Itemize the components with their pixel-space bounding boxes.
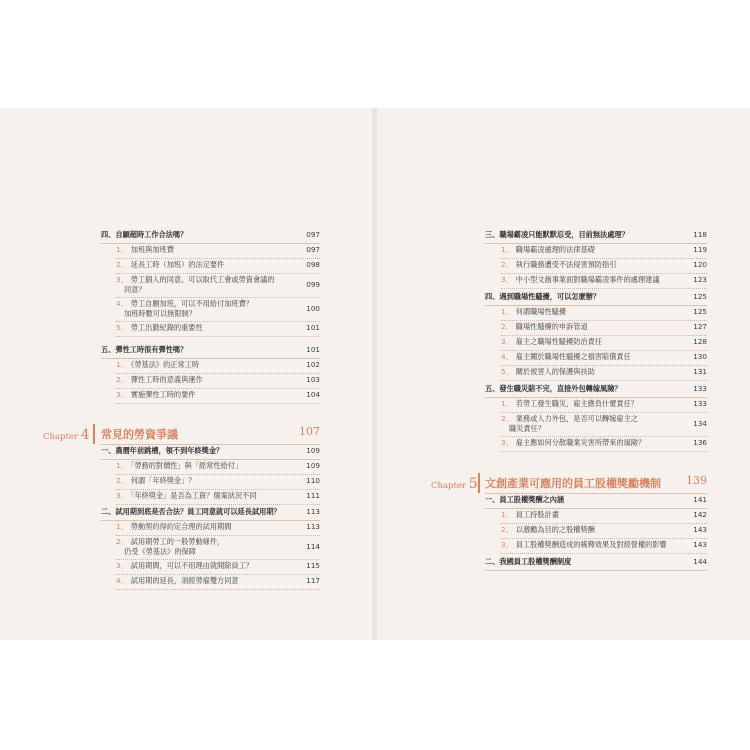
toc-divider: [101, 243, 320, 244]
toc-divider: [116, 273, 320, 274]
toc-divider: [501, 553, 707, 554]
toc-divider: [116, 535, 320, 536]
toc-divider: [116, 373, 320, 374]
toc-item: [116, 275, 320, 295]
toc-item: [116, 461, 320, 471]
item-number: 3、: [501, 275, 513, 284]
toc-divider: [116, 258, 320, 259]
page-number: 098: [306, 260, 320, 269]
page-number: 125: [693, 292, 707, 301]
toc-divider: [101, 444, 320, 445]
section-title: 四、自願超時工作合法嗎？: [101, 230, 188, 239]
toc-divider: [116, 336, 320, 337]
item-title-continued: 同意？: [124, 285, 146, 294]
page-number: 113: [306, 507, 320, 516]
toc-divider: [116, 388, 320, 389]
chapter-label: [43, 427, 90, 443]
toc-item: [501, 414, 707, 434]
item-title: 員工股權獎酬造成的稀釋效果及對經營權的影響: [515, 540, 667, 549]
page-number: 104: [306, 390, 320, 399]
item-title: 勞工出勤紀錄的重要性: [130, 323, 203, 332]
toc-divider: [116, 559, 320, 560]
page-number: 097: [306, 245, 320, 254]
toc-divider: [501, 412, 707, 413]
page-number: 118: [693, 230, 707, 239]
page-number: 136: [693, 438, 707, 447]
chapter-number: 4: [80, 427, 90, 443]
item-number: 3、: [116, 491, 128, 500]
toc-item: [116, 537, 320, 557]
toc-item: [501, 510, 707, 520]
toc-divider: [485, 493, 707, 494]
item-number: 2、: [116, 375, 128, 384]
toc-item: [116, 576, 320, 586]
toc-divider: [116, 321, 320, 322]
toc-divider: [116, 297, 320, 298]
item-number: 2、: [116, 260, 128, 269]
item-title: 職場霸凌處理的法律基礎: [515, 245, 595, 254]
item-number: 1、: [501, 245, 513, 254]
item-title: 「年終獎金」是否為工資？個案狀況不同: [130, 491, 257, 500]
item-title: 試用期勞工的一般勞動條件，: [130, 537, 225, 546]
toc-item: [501, 352, 707, 362]
toc-divider: [116, 574, 320, 575]
item-number: 2、: [501, 525, 513, 534]
item-title: 以激勵為目的之股權獎酬: [515, 525, 595, 534]
chapter-page-number: 107: [299, 425, 320, 438]
item-number: 2、: [501, 322, 513, 331]
item-number: 3、: [501, 540, 513, 549]
chapter-word: Chapter: [431, 481, 466, 491]
toc-divider: [501, 335, 707, 336]
page-number: 103: [306, 375, 320, 384]
right-toc: [377, 108, 750, 640]
toc-item: [116, 561, 320, 571]
chapter-title: 常見的勞資爭議: [101, 428, 178, 441]
page-number: 102: [306, 360, 320, 369]
item-title: 實施彈性工時的要件: [130, 390, 196, 399]
item-number: 1、: [501, 510, 513, 519]
item-title: 中小型文創事業面對職場霸凌事件的處理建議: [515, 275, 660, 284]
item-number: 2、: [501, 260, 513, 269]
toc-section: [485, 230, 707, 240]
toc-item: [116, 375, 320, 385]
item-title: 試用期間，可以不用理由就開除員工？: [130, 561, 253, 570]
item-title: 執行職務遭受不法侵害預防指引: [515, 260, 617, 269]
toc-item: [116, 323, 320, 333]
item-title: 何謂「年終獎金」？: [130, 476, 196, 485]
item-title: 延長工時（加班）的法定要件: [130, 260, 225, 269]
toc-divider: [501, 451, 707, 452]
page-number: 117: [306, 576, 320, 585]
page-number: 144: [693, 557, 707, 566]
page-number: 099: [306, 280, 320, 289]
toc-item: [501, 540, 707, 550]
toc-item: [501, 307, 707, 317]
toc-item: [116, 476, 320, 486]
item-number: 4、: [116, 576, 128, 585]
toc-divider: [501, 350, 707, 351]
item-title: 「勞務的對價性」與「經常性給付」: [130, 461, 243, 470]
toc-section: [101, 446, 320, 456]
item-number: 1、: [116, 522, 128, 531]
item-title: 關於被害人的保護與扶助: [515, 367, 595, 376]
toc-divider: [501, 436, 707, 437]
page-number: 128: [693, 337, 707, 346]
page-number: 101: [306, 345, 320, 354]
toc-item: [116, 522, 320, 532]
section-title: 五、發生職災賠不完，直接外包轉嫁風險？: [485, 384, 622, 393]
toc-section: [485, 384, 707, 394]
toc-divider: [501, 523, 707, 524]
toc-section: [485, 292, 707, 302]
toc-item: [501, 399, 707, 409]
toc-divider: [116, 589, 320, 590]
item-title-continued: 職災責任？: [509, 424, 545, 433]
page-number: 131: [693, 367, 707, 376]
section-title: 三、職場霸凌只能默默忍受，目前無法處理？: [485, 230, 629, 239]
item-title: 雇主之職場性騷擾防治責任: [515, 337, 603, 346]
page-number: 110: [306, 476, 320, 485]
toc-item: [501, 438, 707, 448]
page-number: 120: [693, 260, 707, 269]
item-title: 業務或人力外包，是否可以轉嫁雇主之: [515, 414, 638, 423]
toc-section: [485, 495, 707, 505]
page-number: 143: [693, 525, 707, 534]
toc-item: [501, 367, 707, 377]
toc-divider: [116, 504, 320, 505]
toc-item: [116, 360, 320, 370]
item-title: 試用期的延長，須經勞雇雙方同意: [130, 576, 239, 585]
item-number: 1、: [116, 360, 128, 369]
toc-section: [101, 345, 320, 355]
item-number: 5、: [116, 323, 128, 332]
item-title: 加班與加班費: [130, 245, 174, 254]
toc-item: [501, 337, 707, 347]
item-title: 《勞基法》的正常工時: [130, 360, 200, 369]
item-number: 4、: [501, 352, 513, 361]
item-number: 1、: [116, 245, 128, 254]
item-title: 彈性工時的意義與運作: [130, 375, 203, 384]
item-number: 3、: [116, 390, 128, 399]
toc-divider: [485, 397, 707, 398]
toc-item: [116, 491, 320, 501]
item-title: 雇主關於職場性騷擾之損害賠償責任: [515, 352, 631, 361]
toc-divider: [501, 380, 707, 381]
toc-section: [101, 507, 320, 517]
toc-item: [501, 260, 707, 270]
item-number: 2、: [116, 476, 128, 485]
chapter-page-number: 139: [686, 474, 707, 487]
chapter-title: 文創產業可應用的員工股權獎勵機制: [485, 477, 661, 490]
toc-section: [485, 557, 707, 567]
page-number: 101: [306, 323, 320, 332]
page-number: 125: [693, 307, 707, 316]
page-number: 133: [693, 399, 707, 408]
page-number: 109: [306, 461, 320, 470]
item-number: 1、: [501, 307, 513, 316]
item-title: 雇主應如何分散職業災害所帶來的風險？: [515, 438, 646, 447]
item-title: 勞動契約得約定合理的試用期間: [130, 522, 232, 531]
toc-divider: [501, 288, 707, 289]
section-title: 一、員工股權獎酬之內涵: [485, 495, 565, 504]
item-number: 2、: [501, 414, 513, 423]
page-number: 123: [693, 275, 707, 284]
section-title: 一、農曆年前跳槽，領不到年終獎金？: [101, 446, 224, 455]
toc-divider: [485, 570, 707, 571]
page-number: 143: [693, 540, 707, 549]
section-title: 四、遇到職場性騷擾，可以怎麼辦？: [485, 292, 601, 301]
page-number: 133: [693, 384, 707, 393]
item-number: 1、: [116, 461, 128, 470]
item-title: 若勞工發生職災，雇主應負什麼責任？: [515, 399, 638, 408]
left-page: [0, 108, 372, 640]
toc-item: [501, 525, 707, 535]
toc-divider: [485, 305, 707, 306]
chapter-word: Chapter: [43, 432, 78, 442]
toc-item: [116, 390, 320, 400]
item-number: 2、: [116, 537, 128, 546]
page-number: 100: [306, 304, 320, 313]
item-title-continued: 加班時數可以無限制？: [124, 309, 196, 318]
item-title: 勞工個人的同意，可以取代工會或勞資會議的: [130, 275, 275, 284]
toc-divider: [116, 474, 320, 475]
item-number: 1、: [501, 399, 513, 408]
chapter-bar: [93, 424, 95, 444]
toc-divider: [501, 273, 707, 274]
item-number: 3、: [501, 438, 513, 447]
toc-section: [101, 230, 320, 240]
chapter-number: 5: [468, 476, 478, 492]
toc-divider: [101, 520, 320, 521]
item-number: 3、: [501, 337, 513, 346]
toc-divider: [116, 403, 320, 404]
right-page: [377, 108, 750, 640]
item-title: 員工持股計畫: [515, 510, 559, 519]
item-title-continued: 仍受《勞基法》的保障: [124, 547, 196, 556]
section-title: 五、彈性工時很有彈性嗎？: [101, 345, 188, 354]
page-number: 142: [693, 510, 707, 519]
item-number: 5、: [501, 367, 513, 376]
toc-item: [501, 322, 707, 332]
toc-item: [501, 245, 707, 255]
toc-divider: [485, 508, 707, 509]
page-number: 109: [306, 446, 320, 455]
toc-item: [116, 299, 320, 319]
toc-item: [116, 260, 320, 270]
toc-divider: [501, 538, 707, 539]
toc-divider: [116, 489, 320, 490]
item-number: 3、: [116, 561, 128, 570]
page-number: 119: [693, 245, 707, 254]
toc-item: [501, 275, 707, 285]
item-title: 職場性騷擾的申訴管道: [515, 322, 588, 331]
page-number: 113: [306, 522, 320, 531]
page-number: 134: [693, 419, 707, 428]
toc-divider: [101, 358, 320, 359]
item-number: 4、: [116, 299, 128, 308]
toc-divider: [501, 320, 707, 321]
toc-divider: [501, 258, 707, 259]
page-number: 114: [306, 542, 320, 551]
item-title: 勞工自願加班，可以不用給付加班費？: [130, 299, 253, 308]
page-number: 097: [306, 230, 320, 239]
page-number: 111: [306, 491, 320, 500]
section-title: 二、試用期到底是否合法？員工同意就可以延長試用期？: [101, 507, 281, 516]
item-number: 3、: [116, 275, 128, 284]
chapter-bar: [478, 473, 480, 493]
item-title: 何謂職場性騷擾: [515, 307, 567, 316]
toc-item: [116, 245, 320, 255]
page-number: 130: [693, 352, 707, 361]
toc-divider: [101, 459, 320, 460]
page-number: 127: [693, 322, 707, 331]
toc-divider: [485, 243, 707, 244]
page-number: 115: [306, 561, 320, 570]
chapter-label: [431, 476, 478, 492]
section-title: 二、我國員工股權獎酬制度: [485, 557, 572, 566]
toc-divider: [501, 365, 707, 366]
page-number: 141: [693, 495, 707, 504]
left-toc: [0, 108, 372, 640]
